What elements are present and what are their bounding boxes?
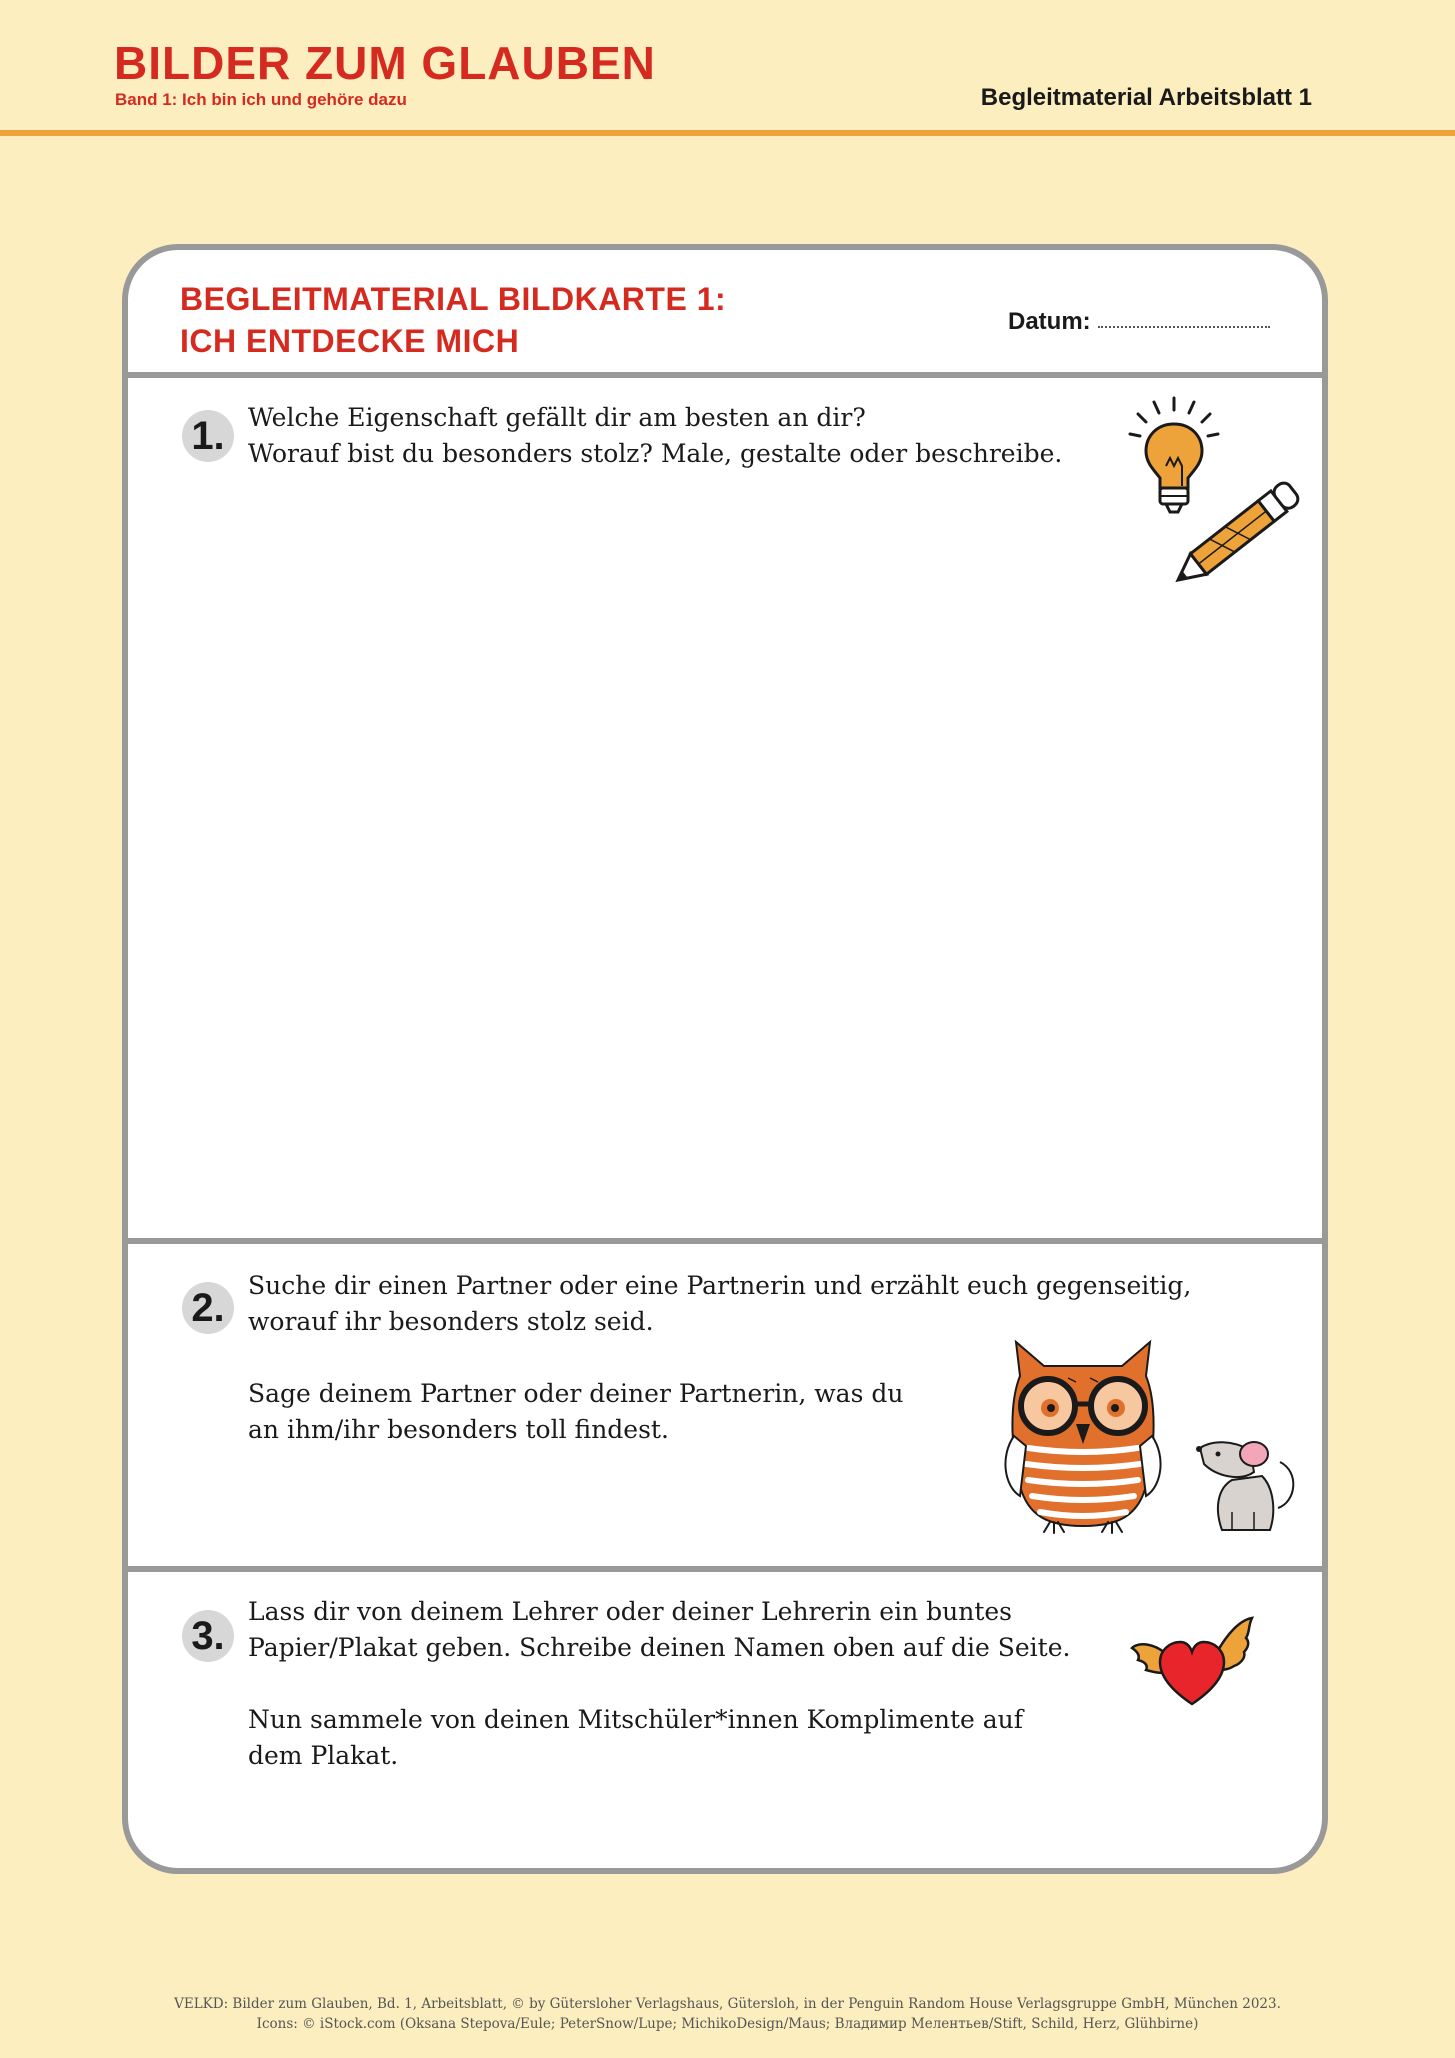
owl-icon [998,1336,1168,1536]
task-3-line2: Papier/Plakat geben. Schreibe deinen Namen oben auf die Seite. [248,1633,1071,1662]
task-3-section [128,1572,1322,1868]
task-3-line1: Lass dir von deinem Lehrer oder deiner Lehrerin ein buntes [248,1597,1013,1626]
task-1-line2: Worauf bist du besonders stolz? Male, gestalte oder beschreibe. [248,439,1063,468]
card-title [180,278,726,362]
date-field[interactable] [1098,326,1270,328]
winged-heart-icon [1130,1612,1254,1712]
date-label: Datum: [1008,308,1091,335]
task-2-section [128,1244,1322,1566]
footer-copyright: VELKD: Bilder zum Glauben, Bd. 1, Arbeitsblatt, © by Gütersloher Verlagshaus, Gütersloh, in der Penguin Random House Verlagsgruppe GmbH, München 2023. [174,1996,1281,2012]
task-3-number: 3. [182,1610,234,1662]
task-2-line3: Sage deinem Partner oder deiner Partnerin, was du [248,1379,904,1408]
task-2-line2: worauf ihr besonders stolz seid. [248,1307,654,1336]
series-subtitle: Band 1: Ich bin ich und gehöre dazu [115,90,407,109]
task-3-line4: dem Plakat. [248,1741,399,1770]
card-title-line2: ICH ENTDECKE MICH [180,323,520,359]
card-header [128,250,1322,372]
task-3-line3: Nun sammele von deinen Mitschüler*innen Komplimente auf [248,1705,1024,1734]
pencil-icon [1168,470,1308,590]
page-footer [0,1994,1455,2034]
page-header [0,0,1455,136]
task-1-number: 1. [182,410,234,462]
task-3-text [248,1594,1070,1774]
series-title: BILDER ZUM GLAUBEN [114,37,656,89]
footer-icon-credits: Icons: © iStock.com (Oksana Stepova/Eule; PeterSnow/Lupe; MichikoDesign/Maus; Владимир Мелентьев/Stift, Schild, Herz, Glühbirne) [256,2016,1199,2032]
task-1-line1: Welche Eigenschaft gefällt dir am besten an dir? [248,403,866,432]
task-2-line1: Suche dir einen Partner oder eine Partnerin und erzählt euch gegenseitig, [248,1271,1192,1300]
header-rule [0,130,1455,136]
task-2-number: 2. [182,1282,234,1334]
card-title-line1: BEGLEITMATERIAL BILDKARTE 1: [180,281,727,317]
mouse-icon [1192,1432,1302,1542]
task-2-line4: an ihm/ihr besonders toll findest. [248,1415,669,1444]
worksheet-label: Begleitmaterial Arbeitsblatt 1 [980,84,1312,111]
worksheet-card [122,244,1328,1874]
task-1-section [128,378,1322,1238]
task-1-text [248,400,1062,472]
